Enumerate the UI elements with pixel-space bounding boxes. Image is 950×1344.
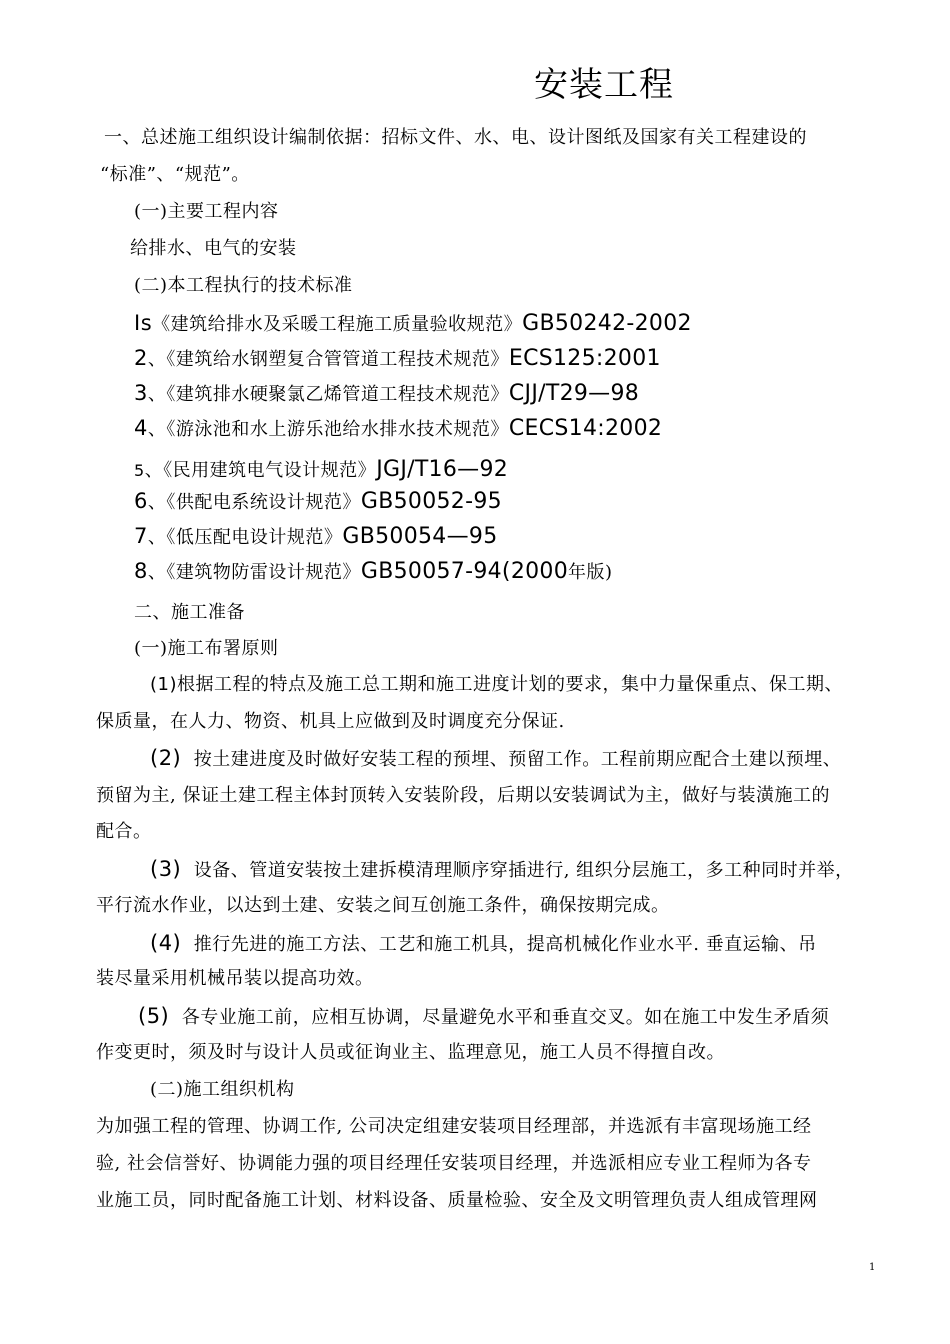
- standard-code: GB50057-94(2000: [360, 559, 569, 584]
- paragraph-2-line3: 配合。: [96, 821, 152, 842]
- subheading-tech-standards: (二)本工程执行的技术标准: [134, 275, 353, 296]
- standard-index: 3: [134, 381, 148, 405]
- standard-name: 《低压配电设计规范》: [166, 527, 343, 548]
- section2-heading: 二、施工准备: [134, 602, 245, 623]
- standard-item: [134, 381, 639, 407]
- paragraph-4-line2: 装尽量采用机械吊装以提高功效。: [96, 968, 374, 989]
- subheading-deployment-principles: (一)施工布署原则: [134, 638, 279, 659]
- paragraph-number: (4): [150, 931, 182, 955]
- standard-code: GB50054—95: [342, 524, 498, 549]
- standard-item: [134, 489, 502, 515]
- standard-sep: 、: [147, 349, 167, 370]
- standard-sep: 、: [147, 384, 167, 405]
- paragraph-number: (3): [150, 857, 182, 881]
- paragraph-1-line1: [150, 673, 843, 697]
- paragraph-text: 按土建进度及时做好安装工程的预埋、预留工作。工程前期应配合土建以预埋、: [193, 749, 842, 770]
- standard-sep: 、: [147, 527, 167, 548]
- standard-sep: 、: [147, 492, 167, 513]
- standard-item: [134, 524, 498, 550]
- subheading-main-content: (一)主要工程内容: [134, 201, 279, 222]
- standard-index: 4: [134, 416, 148, 440]
- standard-item: [134, 346, 661, 372]
- standard-code: CJJ/T29—98: [508, 381, 640, 406]
- paragraph-2-line2: 预留为主, 保证土建工程主体封顶转入安装阶段，后期以安装调试为主，做好与装潢施工的: [96, 785, 830, 806]
- paragraph-2-line1: [150, 746, 841, 772]
- standard-item: [134, 416, 662, 442]
- organization-line3: 业施工员，同时配备施工计划、材料设备、质量检验、安全及文明管理负责人组成管理网: [96, 1190, 818, 1211]
- standard-item: [134, 311, 692, 337]
- standard-name: 《民用建筑电气设计规范》: [163, 460, 377, 481]
- standard-code: GB50052-95: [360, 489, 502, 514]
- standard-code: GB50242-2002: [522, 311, 692, 336]
- standard-suffix: 年版): [568, 562, 613, 583]
- standard-sep: 、: [147, 562, 167, 583]
- main-content-text: 给排水、电气的安装: [130, 238, 297, 259]
- paragraph-text: 根据工程的特点及施工总工期和施工进度计划的要求，集中力量保重点、保工期、: [177, 674, 843, 695]
- standard-index: 8: [134, 559, 148, 583]
- standard-sep: 、: [147, 419, 167, 440]
- standard-item: [134, 458, 508, 483]
- standard-index: 5: [134, 461, 145, 480]
- subheading-organization: (二)施工组织机构: [150, 1079, 295, 1100]
- organization-line1: 为加强工程的管理、协调工作, 公司决定组建安装项目经理部，并选派有丰富现场施工经: [96, 1116, 812, 1137]
- paragraph-3-line1: [150, 857, 854, 883]
- paragraph-3-line2: 平行流水作业，以达到土建、安装之间互创施工条件，确保按期完成。: [96, 895, 670, 916]
- standard-code: CECS14:2002: [508, 416, 663, 441]
- section1-line1: 一、总述施工组织设计编制依据：招标文件、水、电、设计图纸及国家有关工程建设的: [104, 127, 807, 148]
- paragraph-number: (1): [150, 674, 177, 695]
- paragraph-5-line1: [138, 1004, 829, 1030]
- paragraph-number: (5): [138, 1004, 170, 1028]
- paragraph-number: (2): [150, 746, 182, 770]
- section1-line2: “标准”、“规范”。: [100, 164, 250, 185]
- standard-index: Is: [134, 311, 153, 335]
- paragraph-1-line2: 保质量，在人力、物资、机具上应做到及时调度充分保证.: [96, 711, 565, 732]
- standard-name: 《建筑物防雷设计规范》: [166, 562, 361, 583]
- standard-sep: 、: [144, 460, 164, 481]
- standard-code: ECS125:2001: [508, 346, 661, 371]
- standard-name: 《供配电系统设计规范》: [166, 492, 361, 513]
- page-number: 1: [869, 1262, 876, 1273]
- standard-index: 2: [134, 346, 148, 370]
- paragraph-text: 推行先进的施工方法、工艺和施工机具，提高机械化作业水平. 垂直运输、吊: [193, 934, 817, 955]
- standard-index: 6: [134, 489, 148, 513]
- standard-item: [134, 559, 613, 585]
- standard-index: 7: [134, 524, 148, 548]
- standard-name: 《建筑给水钢塑复合管管道工程技术规范》: [166, 349, 509, 370]
- paragraph-text: 设备、管道安装按土建拆模清理顺序穿插进行, 组织分层施工，多工种同时并举，: [193, 860, 854, 881]
- standard-name: 《建筑排水硬聚氯乙烯管道工程技术规范》: [166, 384, 509, 405]
- organization-line2: 验, 社会信誉好、协调能力强的项目经理任安装项目经理，并选派相应专业工程师为各专: [96, 1153, 812, 1174]
- standard-name: 《建筑给排水及采暖工程施工质量验收规范》: [152, 314, 523, 335]
- paragraph-5-line2: 作变更时，须及时与设计人员或征询业主、监理意见，施工人员不得擅自改。: [96, 1042, 725, 1063]
- standard-name: 《游泳池和水上游乐池给水排水技术规范》: [166, 419, 509, 440]
- document-title: 安装工程: [534, 65, 674, 105]
- paragraph-text: 各专业施工前，应相互协调，尽量避免水平和垂直交叉。如在施工中发生矛盾须: [181, 1007, 830, 1028]
- paragraph-4-line1: [150, 931, 817, 957]
- standard-code: JGJ/T16—92: [376, 457, 509, 482]
